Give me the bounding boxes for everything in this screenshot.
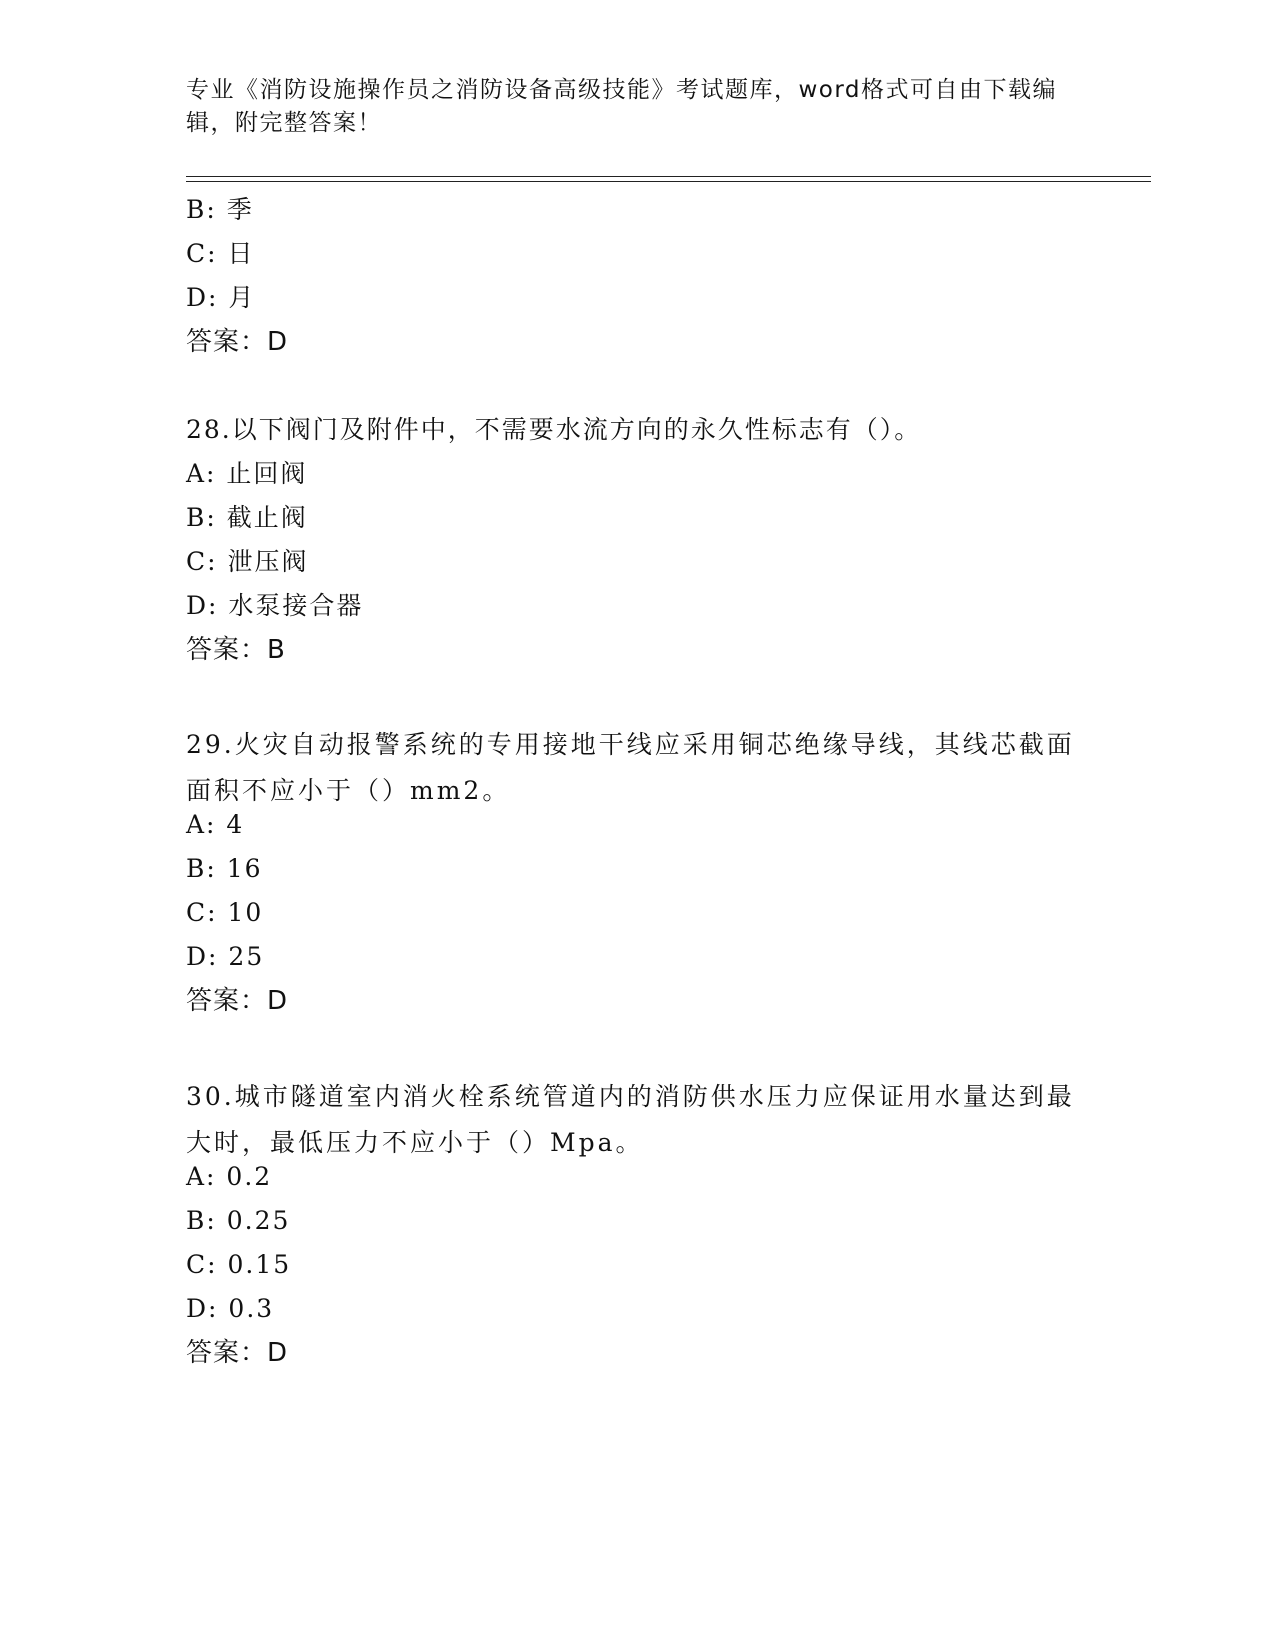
option-c: C: 0.15 [186, 1250, 292, 1279]
header-divider-bottom [186, 181, 1151, 182]
option-c: C: 泄压阀 [186, 547, 309, 576]
option-b: B: 16 [186, 854, 263, 883]
option-b: B: 0.25 [186, 1206, 291, 1235]
question-stem: 28.以下阀门及附件中，不需要水流方向的永久性标志有（）。 [186, 415, 922, 444]
option-a: A: 止回阀 [186, 459, 308, 488]
answer: 答案：D [186, 327, 289, 357]
option-a: A: 0.2 [186, 1162, 273, 1191]
answer: 答案：D [186, 986, 289, 1016]
answer: 答案：D [186, 1338, 289, 1368]
option-a: A: 4 [186, 810, 245, 839]
option-c: C: 10 [186, 898, 264, 927]
option-c: C: 日 [186, 239, 255, 268]
option-d: D: 月 [186, 283, 256, 312]
header-divider-top [186, 176, 1151, 177]
answer: 答案：B [186, 635, 286, 665]
option-b: B: 截止阀 [186, 503, 308, 532]
question-stem: 29.火灾自动报警系统的专用接地干线应采用铜芯绝缘导线，其线芯截面面积不应小于（）mm2。 [186, 730, 1075, 805]
option-d: D: 25 [186, 942, 265, 971]
option-b: B: 季 [186, 195, 254, 224]
option-d: D: 0.3 [186, 1294, 275, 1323]
question-stem: 30.城市隧道室内消火栓系统管道内的消防供水压力应保证用水量达到最大时，最低压力不应小于（）Mpa。 [186, 1082, 1075, 1157]
document-header: 专业《消防设施操作员之消防设备高级技能》考试题库，word格式可自由下载编辑，附完整答案！ [186, 77, 1058, 136]
option-d: D: 水泵接合器 [186, 591, 364, 620]
